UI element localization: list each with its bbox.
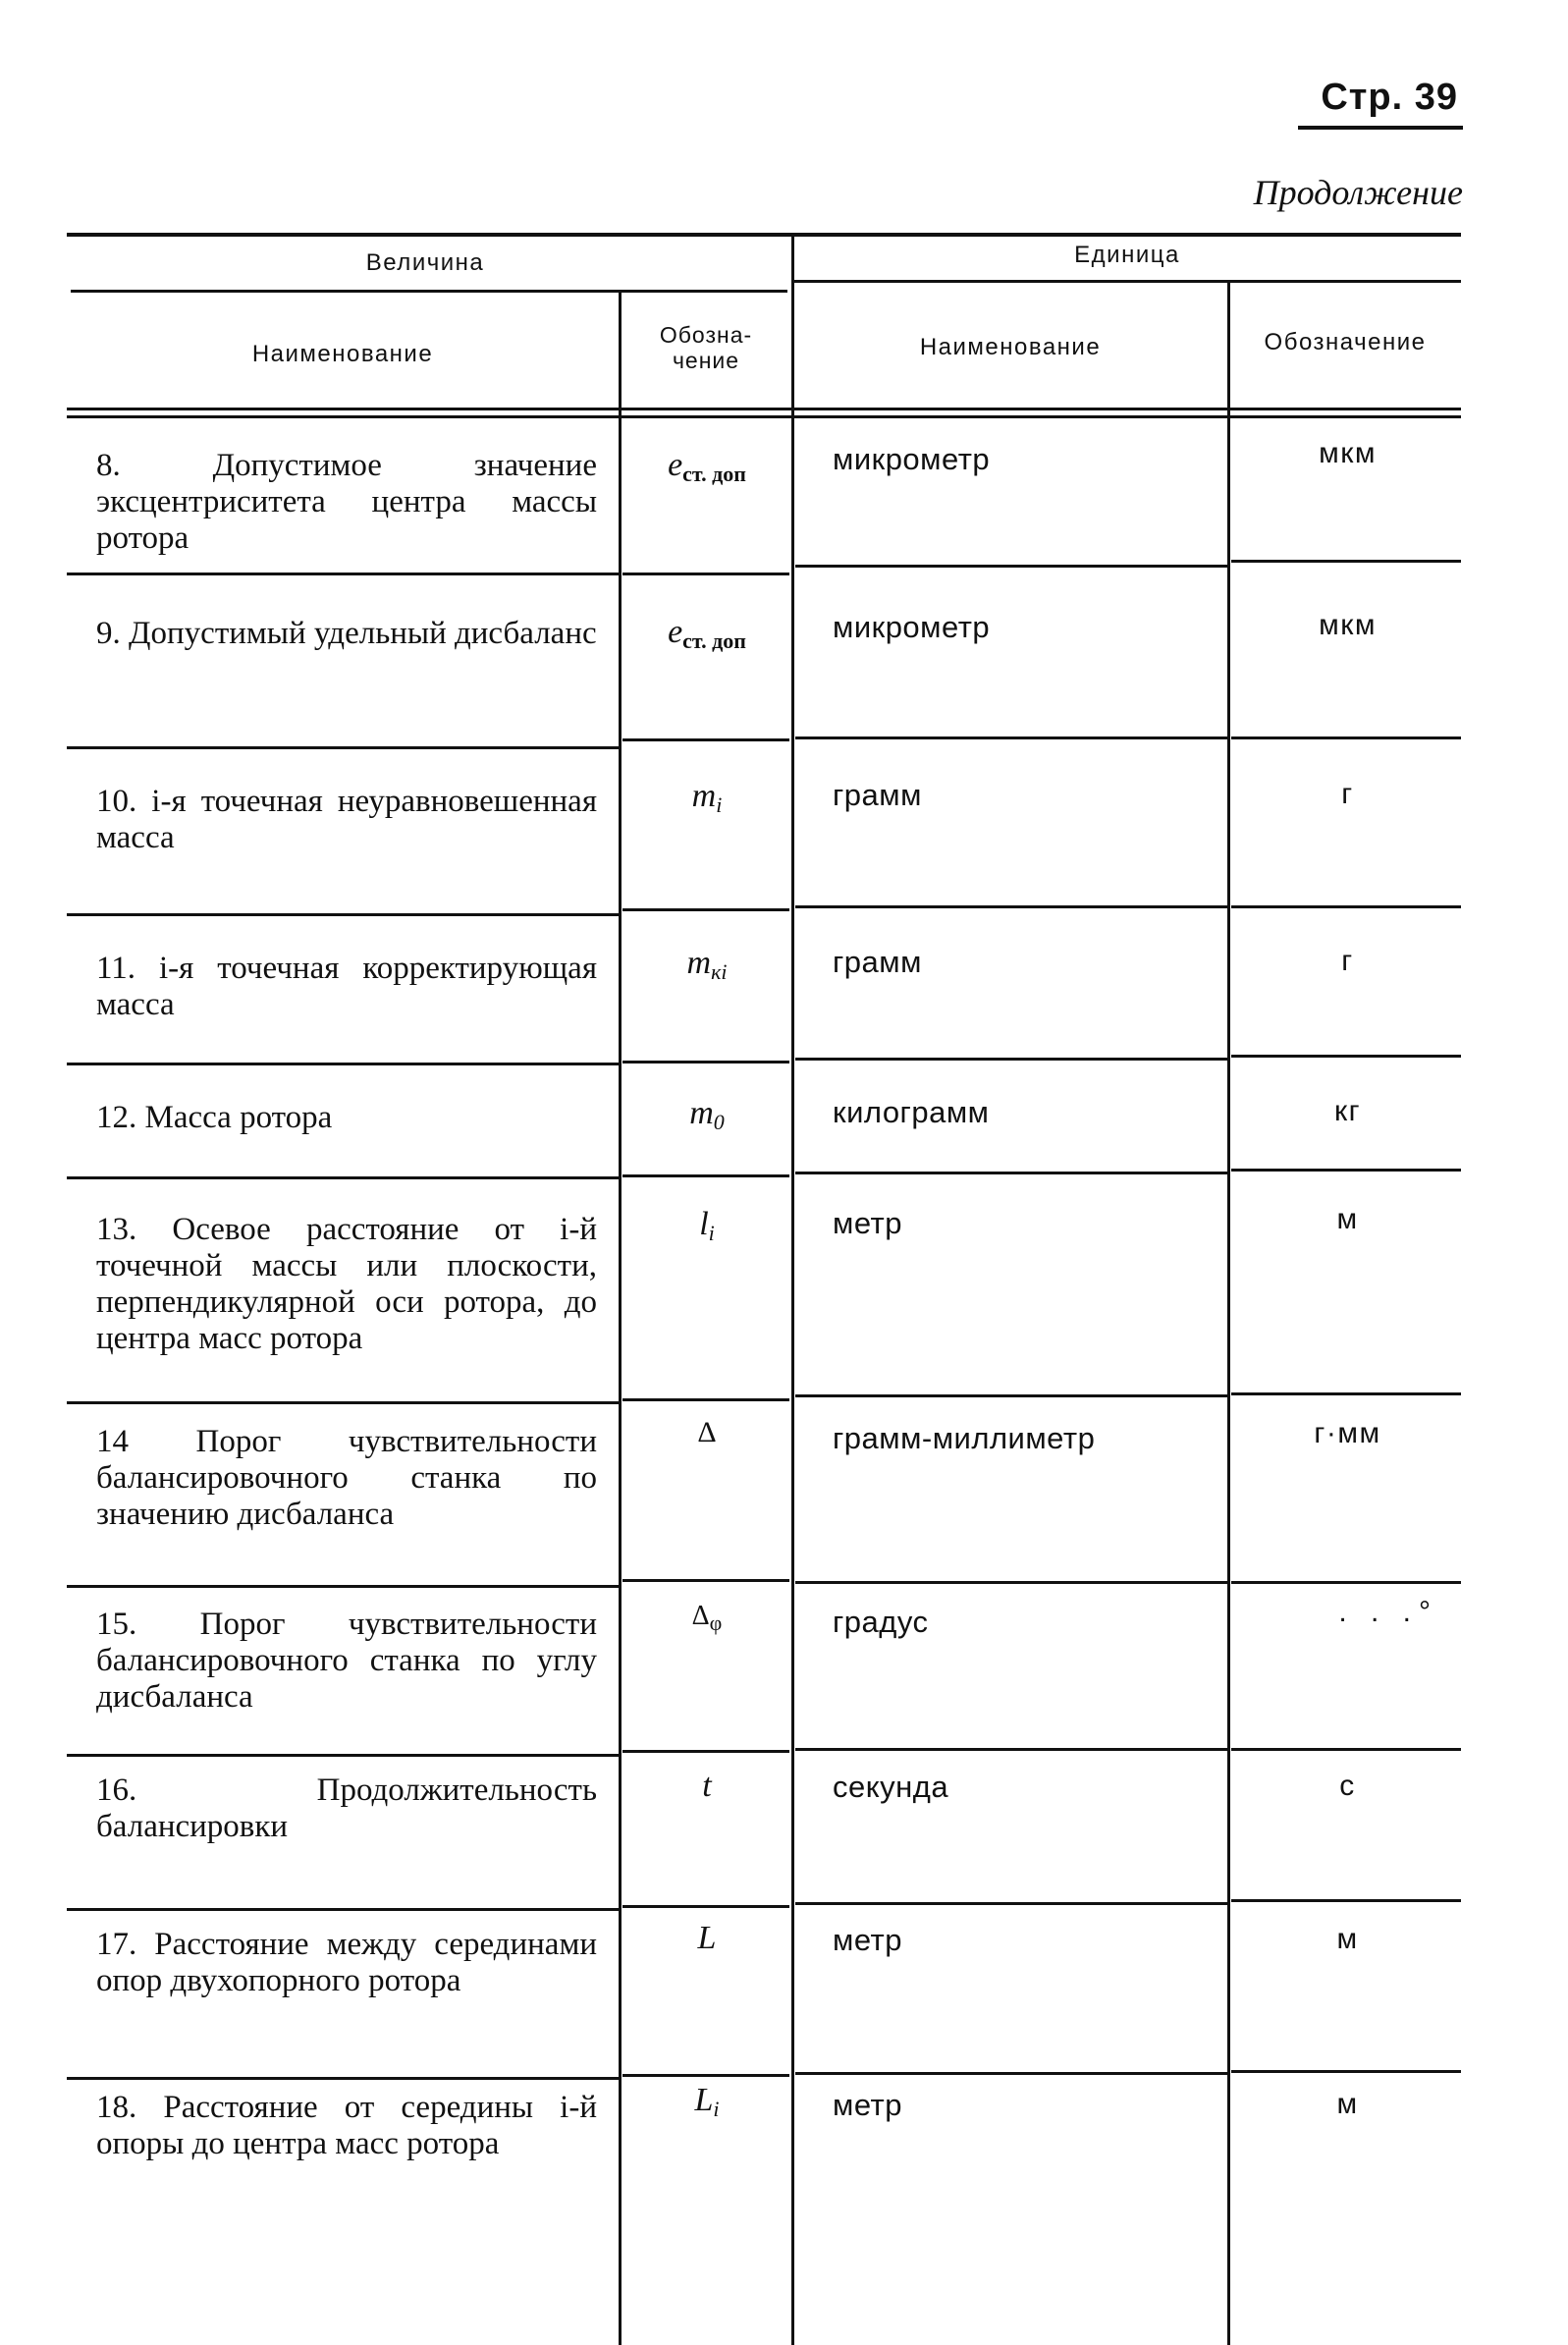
row-rule — [795, 565, 1227, 568]
row-rule — [67, 1908, 619, 1911]
table-row-unit-symbol: мкм — [1319, 437, 1377, 469]
table-row-name: 14 Порог чувствительности балансировочного станка по значению дисбаланса — [96, 1424, 597, 1532]
row-rule — [622, 908, 789, 911]
table-row-unit-name: грамм-миллиметр — [833, 1421, 1096, 1455]
row-rule — [1231, 736, 1461, 739]
row-rule — [622, 573, 789, 575]
symbol-sub: ст. доп — [682, 628, 746, 653]
symbol-base: Δ — [697, 1416, 717, 1448]
table-row-symbol — [628, 778, 785, 818]
table-row-symbol — [628, 1206, 785, 1246]
table-row-unit-symbol: г — [1341, 778, 1354, 810]
table-row-unit-name: килограмм — [833, 1095, 990, 1129]
table-row-symbol — [628, 1601, 785, 1636]
symbol-base: L — [697, 1920, 717, 1956]
row-rule — [622, 1905, 789, 1908]
row-rule — [622, 1174, 789, 1177]
header-unit-name: Наименование — [919, 334, 1102, 360]
row-rule — [795, 1748, 1227, 1751]
header-bottom-rule-2 — [67, 415, 1461, 418]
table-row-unit-name: грамм — [833, 945, 922, 979]
symbol-sub: i — [713, 2097, 720, 2121]
table-row-symbol — [628, 1416, 785, 1453]
row-rule — [67, 1063, 619, 1065]
header-unit: Единица — [1074, 242, 1180, 268]
table-row-symbol — [628, 1920, 785, 1960]
continuation-label: Продолжение — [1253, 173, 1463, 212]
table-row-unit-symbol: кг — [1333, 1095, 1362, 1127]
table-row-name: 15. Порог чувствительности балансировочного станка по углу дисбаланса — [96, 1607, 597, 1715]
table-row-unit-symbol: мкм — [1319, 609, 1377, 641]
col-divider-1 — [619, 293, 622, 2345]
row-rule — [795, 2072, 1227, 2075]
row-rule — [67, 746, 619, 749]
symbol-sub: i — [716, 792, 723, 817]
symbol-base: Δ — [691, 1601, 710, 1631]
row-rule — [622, 1750, 789, 1753]
table-row-name: 17. Расстояние между серединами опор двухопорного ротора — [96, 1927, 597, 1998]
symbol-sub: кi — [711, 959, 728, 984]
table-row-unit-name: метр — [833, 1923, 902, 1957]
table-row-unit-name: метр — [833, 2088, 902, 2122]
header-unit-symbol: Обозначение — [1264, 329, 1427, 355]
table-top-rule — [67, 233, 1461, 237]
table-row-unit-name: грамм — [833, 778, 922, 812]
row-rule — [67, 573, 619, 575]
row-rule — [795, 1902, 1227, 1905]
table-row-name: 12. Масса ротора — [96, 1100, 333, 1135]
header-quantity-symbol-line2: чение — [672, 348, 740, 373]
col-divider-2 — [791, 233, 794, 2345]
symbol-base: m — [689, 1095, 714, 1131]
table-row-symbol — [628, 447, 785, 487]
table-row-unit-name: метр — [833, 1206, 902, 1240]
page-number: Стр. 39 — [1321, 77, 1458, 118]
row-rule — [1231, 1581, 1461, 1584]
table-row-unit-name: секунда — [833, 1770, 949, 1804]
table-row-unit-name: микрометр — [833, 610, 991, 644]
table-row-unit-symbol: . . .° — [1338, 1596, 1438, 1628]
table-row-name: 8. Допустимое значение эксцентриситета центра массы ротора — [96, 448, 597, 556]
table-row-symbol — [628, 614, 785, 654]
row-rule — [795, 736, 1227, 739]
table-row-name: 16. Продолжительность балансировки — [96, 1772, 597, 1844]
symbol-base: t — [702, 1768, 712, 1804]
symbol-sub: ст. доп — [682, 462, 746, 486]
row-rule — [67, 1585, 619, 1588]
row-rule — [622, 1398, 789, 1401]
row-rule — [67, 2077, 619, 2080]
row-rule — [67, 1401, 619, 1404]
table-row-name: 11. i-я точечная корректирующая масса — [96, 951, 597, 1022]
table-row-name: 10. i-я точечная неуравновешенная масса — [96, 784, 597, 855]
row-rule — [67, 1176, 619, 1179]
table-row-unit-symbol: г — [1341, 945, 1354, 977]
header-mid-rule-left — [71, 290, 787, 293]
symbol-base: e — [668, 614, 683, 650]
row-rule — [1231, 2070, 1461, 2073]
row-rule — [622, 1579, 789, 1582]
header-quantity-name: Наименование — [251, 341, 434, 367]
row-rule — [67, 913, 619, 916]
table-row-name: 18. Расстояние от середины i-й опоры до центра масс ротора — [96, 2090, 597, 2161]
symbol-sub: φ — [709, 1610, 723, 1635]
row-rule — [1231, 1748, 1461, 1751]
row-rule — [1231, 1392, 1461, 1395]
col-divider-3 — [1227, 283, 1230, 2345]
row-rule — [795, 1172, 1227, 1174]
table-row-symbol — [628, 2082, 785, 2122]
symbol-base: L — [694, 2082, 714, 2118]
symbol-sub: 0 — [713, 1110, 725, 1134]
row-rule — [1231, 1055, 1461, 1058]
row-rule — [622, 1061, 789, 1063]
table-row-symbol — [628, 1095, 785, 1135]
symbol-base: l — [699, 1206, 709, 1242]
table-row-unit-name: микрометр — [833, 442, 991, 476]
table-row-unit-symbol: с — [1339, 1770, 1356, 1802]
row-rule — [1231, 905, 1461, 908]
row-rule — [795, 905, 1227, 908]
table-row-unit-symbol: м — [1336, 1923, 1359, 1955]
table-row-name: 13. Осевое расстояние от i-й точечной массы или плоскости, перпендикулярной оси ротора, до центра масс ротора — [96, 1212, 597, 1356]
header-bottom-rule-1 — [67, 408, 1461, 410]
row-rule — [1231, 560, 1461, 563]
row-rule — [1231, 1169, 1461, 1172]
table-row-name: 9. Допустимый удельный дисбаланс — [96, 616, 597, 651]
row-rule — [795, 1581, 1227, 1584]
row-rule — [622, 2074, 789, 2077]
table-row-unit-name: градус — [833, 1605, 929, 1639]
symbol-sub: i — [708, 1221, 715, 1245]
header-mid-rule-right — [793, 280, 1461, 283]
table-row-unit-symbol: м — [1336, 1203, 1359, 1235]
table-row-unit-symbol: м — [1336, 2088, 1359, 2120]
header-quantity-symbol — [621, 322, 791, 373]
row-rule — [622, 738, 789, 741]
table-row-unit-symbol: г·мм — [1314, 1417, 1381, 1449]
row-rule — [795, 1394, 1227, 1397]
symbol-base: e — [668, 447, 683, 483]
row-rule — [1231, 1899, 1461, 1902]
symbol-base: m — [691, 778, 717, 814]
table-row-symbol — [628, 945, 785, 985]
row-rule — [67, 1754, 619, 1757]
symbol-base: m — [686, 945, 712, 981]
row-rule — [795, 1058, 1227, 1061]
header-quantity-symbol-line1: Обозна- — [659, 322, 753, 348]
header-quantity: Величина — [365, 249, 485, 276]
table-row-symbol — [628, 1768, 785, 1808]
